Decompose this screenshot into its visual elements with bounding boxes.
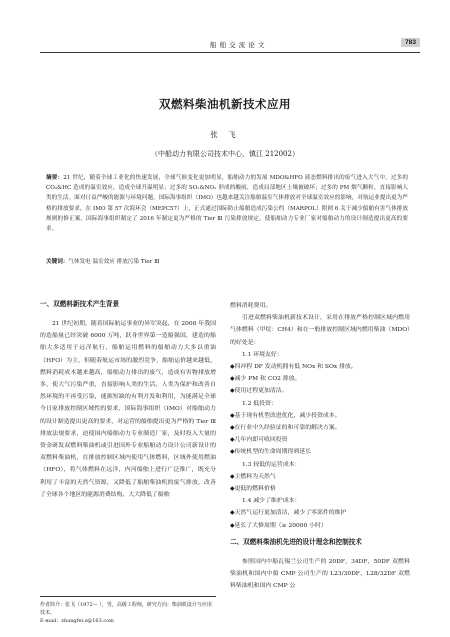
section-heading-2: 二、双燃料柴油机先进的设计理念和控制技术: [230, 538, 362, 546]
bullet-item: ◆减少 PM 和 CO2 排放。: [230, 376, 301, 383]
subsection-heading: 1.1 环境友好：: [242, 351, 283, 358]
bullet-item: ◆延长了大修周期（≥ 20000 小时）: [230, 522, 327, 529]
keywords-label: 关键词：: [46, 259, 69, 265]
footnote-email: E-mail：zhangfei.z@163.com: [40, 618, 114, 624]
body-paragraph: 参照国内中船瓦锡兰公司生产的 20DF，34DF，50DF 双燃料柴油机和国内中船 CMP 公司生产的 L23/30DF，L28/32DF 双燃料柴油机和国内 CMP 公: [230, 558, 410, 590]
bullet-item: ◆几年内即可收回投资: [230, 437, 288, 444]
left-column: [40, 300, 216, 501]
bullet-item: ◆基于现有机型改进优化，减少投资成本。: [230, 412, 341, 419]
affiliation: （中船动力有限公司技术中心，镇江 212002）: [151, 150, 299, 158]
body-paragraph: 21 世纪初期，随着国际航运事业的异军突起，在 2008 年我国的造船量已经突破 6000 万吨，跃身世界第一造船强国，建造的船舶大多适用于远洋航行，船舶运用燃料的船舶动力大多以重油（HFO）为主，但随着航运市场的激烈竞争，船舶运价越来越低，燃料消耗成本越来越高，船舶动力排出的废气，造成有害物排放增多，使大气污染严重，直接影响人类的生活，人类为保护和改善自然环境的不再受污染，能源短缺的有利开发和利用，为能满足全球今日家排放控制区域性的要求，国际海事组织（IMO）对船舶动力的设计制造提出更高的要求，对运营的船舶提出更为严格的 Tier Ⅲ 排放法规要求，迫使国内船舶动力专业制造厂家，及时投入大量的资金研发双燃料柴油机或引进国外专业船舶动力设计公司新设计的双燃料柴油机，在排放控制区域内使用气体燃料，区域外使用燃油（HFO），将气体燃料在远洋，内河船舶上进行广泛推广，既充分利用了丰富的天然气资源，又降低了船舶柴油机的废气排放，改善了全球各个地区的能源消费结构，大大降低了船舶: [40, 321, 216, 498]
abstract-label: 摘要：: [46, 175, 64, 181]
bullet-item: ◆在行业中久经验证的和可靠的解决方案。: [230, 425, 341, 432]
bullet-item: ◆四冲程 DF 发动机拥有低 NOx 和 SOx 排放。: [230, 364, 357, 371]
right-column: [230, 300, 410, 592]
page-number: 783: [401, 38, 420, 47]
running-header: [40, 38, 420, 53]
subsection-heading: 1.3 较低的运营成本：: [242, 461, 301, 468]
footnote-author-bio: 作者简介：张飞（1972— ），男，高级工程师，研究方向：柴油机设计与应用技术。: [40, 602, 212, 616]
keywords-text: 气体发电 温室效应 排放污染 Tier Ⅲ: [68, 259, 160, 265]
subsection-heading: 1.4 减少了维护成本：: [242, 498, 301, 505]
author-footnote: [40, 596, 216, 625]
paper-title: 双燃料柴油机新技术应用: [159, 99, 291, 111]
bullet-item: ◆更低的燃料价格: [230, 486, 276, 493]
bullet-item: ◆主燃料为天然气: [230, 473, 276, 480]
section-heading-1: 一、双燃料新技术产生背景: [40, 301, 120, 308]
bullet-item: ◆使用过程更加清洁。: [230, 388, 288, 395]
abstract-text: 21 世纪，随着全球工业化的快速发展，全球气候变化更加明显，船舶动力的发展 MDO&HFO 液态燃料排出的废气进入大气中，过多的 CO₂&HC 造成的温室效应，造成全球升温明显；过多的 SOₓ&NOₓ 形成的酸雨，造成局部地区土壤被破坏；过多的 PM 烟气颗粒，直接影响人类的生活。面对日益严峻的能源与环境问题，国际海事组织（IMO）也越来越关注船舶温室气体排放对全球温室效应的影响，对航运业提出更为严格的排放要求，在 IMO 第 57 次海环会（MEPC57）上，正式通过国际防止船舶造成污染公约（MARPOL）附则 6 关于减少船舶有害气体排放规则的修正案，国际海事组织制定了 2016 年制定更为严格的 Tier Ⅲ 污染排放规定，使船舶动力专业厂家对船舶动力的设计制造提出更高的要求。: [46, 175, 408, 233]
bullet-item: ◆传统机型的生命周期得到延长: [230, 449, 312, 456]
author: 张 飞: [210, 130, 240, 139]
abstract: [46, 173, 408, 234]
keywords: [46, 257, 408, 265]
body-paragraph: 引进双燃料柴油机新技术设计，采用在排放严格控制区域内燃用气体燃料（甲烷：CH4）和在一般排放控制区域内燃用柴油（MDO）的好处是：: [230, 315, 410, 346]
bullet-item: ◆天然气运行更加清洁，减少了零部件的维护: [230, 510, 347, 517]
subsection-heading: 1.2 低投资：: [242, 400, 277, 407]
body-paragraph: 燃料消耗费用。: [230, 303, 272, 309]
running-title: 船 舶 交 流 论 文: [210, 41, 265, 49]
